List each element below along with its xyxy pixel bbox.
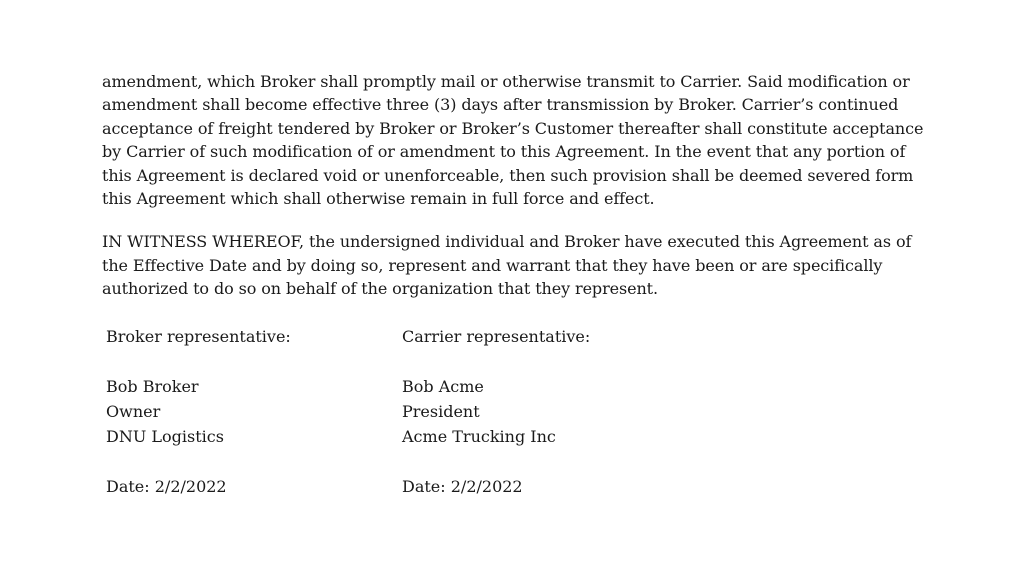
- witness-paragraph: IN WITNESS WHEREOF, the undersigned individual and Broker have executed this Agreement as of the Effective Date and by doing so, represent and warrant that they have been or are specifically authorized to do so on behalf of the organization that they represent.: [102, 232, 912, 299]
- carrier-date: Date: 2/2/2022: [402, 477, 523, 496]
- carrier-signature: [402, 324, 682, 499]
- broker-heading: Broker representative:: [106, 327, 291, 346]
- broker-signature: [106, 324, 386, 499]
- broker-name: Bob Broker: [106, 377, 199, 396]
- broker-title: Owner: [106, 402, 161, 421]
- amendment-paragraph: amendment, which Broker shall promptly mail or otherwise transmit to Carrier. Said modification or amendment shall become effective three (3) days after transmission by Broker. Carrier’s continued acceptance of freight tendered by Broker or Broker’s Customer thereafter shall constitute acceptance by Carrier of such modification of or amendment to this Agreement. In the event that any portion of this Agreement is declared void or unenforceable, then such provision shall be deemed severed form this Agreement which shall otherwise remain in full force and effect.: [102, 72, 924, 209]
- carrier-name: Bob Acme: [402, 377, 484, 396]
- carrier-title: President: [402, 402, 480, 421]
- carrier-heading: Carrier representative:: [402, 327, 591, 346]
- document-body: [102, 70, 932, 301]
- broker-company: DNU Logistics: [106, 427, 224, 446]
- carrier-company: Acme Trucking Inc: [402, 427, 556, 446]
- broker-date: Date: 2/2/2022: [106, 477, 227, 496]
